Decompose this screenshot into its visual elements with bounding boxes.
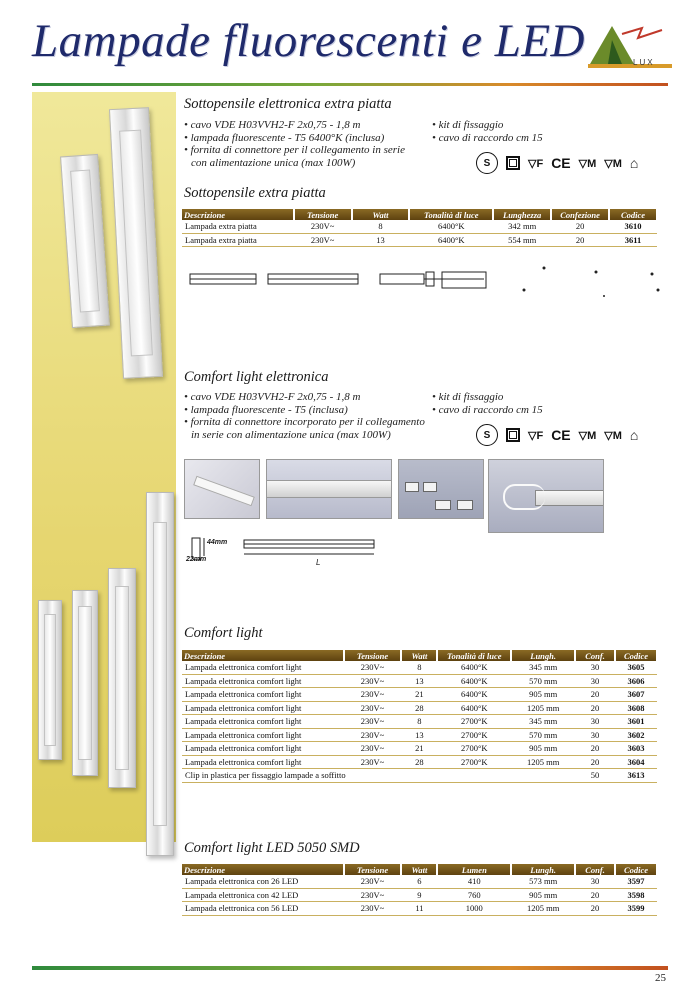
house-icon: ⌂ xyxy=(629,427,639,443)
column-header: Tensione xyxy=(344,864,402,875)
feature-item-cont: in serie con alimentazione unica (max 100W) xyxy=(191,428,391,441)
cell-voltage: 230V~ xyxy=(294,233,352,247)
feature-item: • kit di fissaggio xyxy=(432,391,543,404)
table-cell: 3598 xyxy=(615,888,657,902)
photo-clips xyxy=(398,459,484,519)
table-cell: 8 xyxy=(401,661,437,674)
table-cell: 1000 xyxy=(437,902,511,916)
feature-item: • fornita di connettore incorporato per il collegamento xyxy=(184,416,425,429)
table-cell: 230V~ xyxy=(344,674,402,688)
cell-code: 3610 xyxy=(609,220,657,233)
lamp-photo-comfort-4 xyxy=(146,492,174,856)
feature-item: • lampada fluorescente - T5 (inclusa) xyxy=(184,404,425,417)
table-cell: 905 mm xyxy=(511,888,575,902)
feature-item: • cavo di raccordo cm 15 xyxy=(432,132,543,145)
table-row xyxy=(182,875,657,888)
table-cell: 30 xyxy=(575,715,615,729)
table-cell: Lampada elettronica comfort light xyxy=(182,755,344,769)
table-cell: 3602 xyxy=(615,728,657,742)
table-cell: Lampada elettronica comfort light xyxy=(182,742,344,756)
table-cell: 570 mm xyxy=(511,674,575,688)
table-cell: Lampada elettronica comfort light xyxy=(182,728,344,742)
table-cell: 2700°K xyxy=(437,742,511,756)
table-row xyxy=(182,233,657,247)
table-cell: 230V~ xyxy=(344,728,402,742)
lamp-photo-comfort-2 xyxy=(72,590,98,776)
table-cell: 905 mm xyxy=(511,688,575,702)
table-cell: 230V~ xyxy=(344,742,402,756)
table-cell: 3606 xyxy=(615,674,657,688)
table-cell: Lampada elettronica con 42 LED xyxy=(182,888,344,902)
table-cell: Lampada elettronica comfort light xyxy=(182,701,344,715)
page-title: Lampade fluorescenti e LED xyxy=(32,15,585,67)
table-cell: 230V~ xyxy=(344,661,402,674)
table-cell: 20 xyxy=(575,902,615,916)
column-header: Tensione xyxy=(344,650,402,661)
section1-title: Sottopensile elettronica extra piatta xyxy=(184,96,392,112)
ce-mark-icon: CE xyxy=(551,155,571,171)
cell-description: Clip in plastica per fissaggio lampade a soffitto xyxy=(182,769,575,783)
table-cell: 760 xyxy=(437,888,511,902)
table1-title: Sottopensile extra piatta xyxy=(184,185,326,201)
ce-mark-icon: CE xyxy=(551,427,571,443)
dim-depth-label: 22mm xyxy=(186,556,207,563)
table-cell: 20 xyxy=(575,742,615,756)
feature-item: • kit di fissaggio xyxy=(432,119,543,132)
section2-title: Comfort light elettronica xyxy=(184,369,329,385)
column-header: Descrizione xyxy=(182,864,344,875)
cell-color-temp: 6400°K xyxy=(409,220,493,233)
table-row xyxy=(182,220,657,233)
header-divider xyxy=(32,83,668,86)
table-cell: 30 xyxy=(575,728,615,742)
table-cell: 30 xyxy=(575,674,615,688)
cell-code: 3611 xyxy=(609,233,657,247)
section2-features-left xyxy=(184,391,425,441)
cell-pack: 20 xyxy=(551,220,609,233)
brand-logo xyxy=(582,20,674,72)
cell-color-temp: 6400°K xyxy=(409,233,493,247)
table-cell: 3597 xyxy=(615,875,657,888)
certification-marks xyxy=(476,152,638,174)
table-cell: 230V~ xyxy=(344,688,402,702)
f-mark-icon: ▽F xyxy=(528,429,544,442)
page-number: 25 xyxy=(655,972,666,984)
table-cell: 230V~ xyxy=(344,701,402,715)
mounting-diagram xyxy=(184,260,664,310)
cell-description: Lampada extra piatta xyxy=(182,233,294,247)
table-row-clip xyxy=(182,769,657,783)
column-header: Codice xyxy=(615,864,657,875)
table-cell: 21 xyxy=(401,688,437,702)
dim-length-label: L xyxy=(316,558,321,567)
column-header: Codice xyxy=(609,209,657,220)
column-header: Lumen xyxy=(437,864,511,875)
cell-description: Lampada extra piatta xyxy=(182,220,294,233)
table-cell: 230V~ xyxy=(344,902,402,916)
table-cell: Lampada elettronica comfort light xyxy=(182,674,344,688)
table-cell: 6400°K xyxy=(437,701,511,715)
table-cell: 6400°K xyxy=(437,674,511,688)
m-mark-icon: ▽M xyxy=(604,429,622,442)
table-cell: Lampada elettronica con 26 LED xyxy=(182,875,344,888)
m-mark-icon: ▽M xyxy=(578,157,597,170)
table-cell: 3608 xyxy=(615,701,657,715)
double-insulation-icon xyxy=(506,428,520,442)
house-icon: ⌂ xyxy=(629,155,639,171)
table-cell: 1205 mm xyxy=(511,701,575,715)
column-header: Tonalità di luce xyxy=(437,650,511,661)
table-cell: 21 xyxy=(401,742,437,756)
product-table-comfort-light xyxy=(182,650,658,783)
column-header: Tensione xyxy=(294,209,352,220)
table-row xyxy=(182,755,657,769)
table-cell: 570 mm xyxy=(511,728,575,742)
s-mark-icon: S xyxy=(476,152,498,174)
column-header: Descrizione xyxy=(182,650,344,661)
column-header: Lungh. xyxy=(511,650,575,661)
dim-height-label: 44mm xyxy=(207,539,228,546)
table-cell: Lampada elettronica comfort light xyxy=(182,688,344,702)
product-table-extra-piatta xyxy=(182,209,658,247)
feature-item: • lampada fluorescente - T5 6400°K (inclusa) xyxy=(184,132,405,145)
photo-cable-connector xyxy=(184,459,260,519)
table-cell: 8 xyxy=(401,715,437,729)
table-cell: 20 xyxy=(575,888,615,902)
table-cell: 30 xyxy=(575,661,615,674)
table-cell: 6400°K xyxy=(437,661,511,674)
feature-item: • cavo VDE H03VVH2-F 2x0,75 - 1,8 m xyxy=(184,391,425,404)
table-cell: 3604 xyxy=(615,755,657,769)
table-cell: 3607 xyxy=(615,688,657,702)
section1-features-left xyxy=(184,119,405,169)
table-row xyxy=(182,715,657,729)
feature-item: • cavo VDE H03VVH2-F 2x0,75 - 1,8 m xyxy=(184,119,405,132)
section2-features-right xyxy=(432,391,543,416)
column-header: Lungh. xyxy=(511,864,575,875)
table-cell: 230V~ xyxy=(344,715,402,729)
column-header: Confezione xyxy=(551,209,609,220)
table-cell: 2700°K xyxy=(437,728,511,742)
table-cell: Lampada elettronica comfort light xyxy=(182,715,344,729)
cell-pack: 50 xyxy=(575,769,615,783)
double-insulation-icon xyxy=(506,156,520,170)
table-cell: 6400°K xyxy=(437,688,511,702)
column-header: Watt xyxy=(401,864,437,875)
table-row xyxy=(182,742,657,756)
table-cell: 3605 xyxy=(615,661,657,674)
table-cell: 2700°K xyxy=(437,755,511,769)
lamp-photo-comfort-3 xyxy=(108,568,136,788)
f-mark-icon: ▽F xyxy=(528,157,544,170)
table-cell: 2700°K xyxy=(437,715,511,729)
table-cell: 20 xyxy=(575,688,615,702)
cell-watt: 8 xyxy=(352,220,410,233)
table-cell: 230V~ xyxy=(344,755,402,769)
table3-title: Comfort light LED 5050 SMD xyxy=(184,840,360,856)
table-cell: 905 mm xyxy=(511,742,575,756)
section1-features-right xyxy=(432,119,543,144)
s-mark-icon: S xyxy=(476,424,498,446)
table-cell: 9 xyxy=(401,888,437,902)
m-mark-icon: ▽M xyxy=(578,429,597,442)
table-cell: 573 mm xyxy=(511,875,575,888)
table-cell: 6 xyxy=(401,875,437,888)
feature-item: • fornita di connettore per il collegamento in serie xyxy=(184,144,405,157)
table-cell: 1205 mm xyxy=(511,902,575,916)
m-mark-icon: ▽M xyxy=(604,157,622,170)
table-cell: 230V~ xyxy=(344,888,402,902)
table-cell: 3603 xyxy=(615,742,657,756)
table-cell: 11 xyxy=(401,902,437,916)
cell-length: 554 mm xyxy=(493,233,551,247)
table-cell: Lampada elettronica comfort light xyxy=(182,661,344,674)
table-cell: 30 xyxy=(575,875,615,888)
logo-text: LUX xyxy=(633,58,655,67)
table-cell: 345 mm xyxy=(511,715,575,729)
table-row xyxy=(182,688,657,702)
table2-title: Comfort light xyxy=(184,625,263,641)
column-header: Lunghezza xyxy=(493,209,551,220)
table-row xyxy=(182,902,657,916)
photo-lamp-closeup xyxy=(266,459,392,519)
column-header: Watt xyxy=(352,209,410,220)
table-row xyxy=(182,888,657,902)
cell-length: 342 mm xyxy=(493,220,551,233)
table-cell: 345 mm xyxy=(511,661,575,674)
cell-pack: 20 xyxy=(551,233,609,247)
table-cell: 20 xyxy=(575,701,615,715)
table-cell: 410 xyxy=(437,875,511,888)
table-cell: 28 xyxy=(401,701,437,715)
table-cell: 3601 xyxy=(615,715,657,729)
photo-series-connection xyxy=(488,459,604,533)
table-cell: 13 xyxy=(401,728,437,742)
feature-item-cont: con alimentazione unica (max 100W) xyxy=(191,156,356,169)
cell-voltage: 230V~ xyxy=(294,220,352,233)
certification-marks xyxy=(476,424,638,446)
column-header: Watt xyxy=(401,650,437,661)
table-cell: 230V~ xyxy=(344,875,402,888)
footer-divider xyxy=(32,966,668,970)
column-header: Tonalità di luce xyxy=(409,209,493,220)
column-header: Descrizione xyxy=(182,209,294,220)
column-header: Conf. xyxy=(575,864,615,875)
lamp-photo-comfort-1 xyxy=(38,600,62,760)
table-cell: 20 xyxy=(575,755,615,769)
column-header: Conf. xyxy=(575,650,615,661)
table-row xyxy=(182,701,657,715)
table-cell: 1205 mm xyxy=(511,755,575,769)
table-cell: Lampada elettronica con 56 LED xyxy=(182,902,344,916)
table-cell: 13 xyxy=(401,674,437,688)
table-row xyxy=(182,728,657,742)
table-row xyxy=(182,661,657,674)
feature-item: • cavo di raccordo cm 15 xyxy=(432,404,543,417)
cell-code: 3613 xyxy=(615,769,657,783)
table-cell: 3599 xyxy=(615,902,657,916)
column-header: Codice xyxy=(615,650,657,661)
product-table-led xyxy=(182,864,658,916)
cell-watt: 13 xyxy=(352,233,410,247)
table-row xyxy=(182,674,657,688)
table-cell: 28 xyxy=(401,755,437,769)
